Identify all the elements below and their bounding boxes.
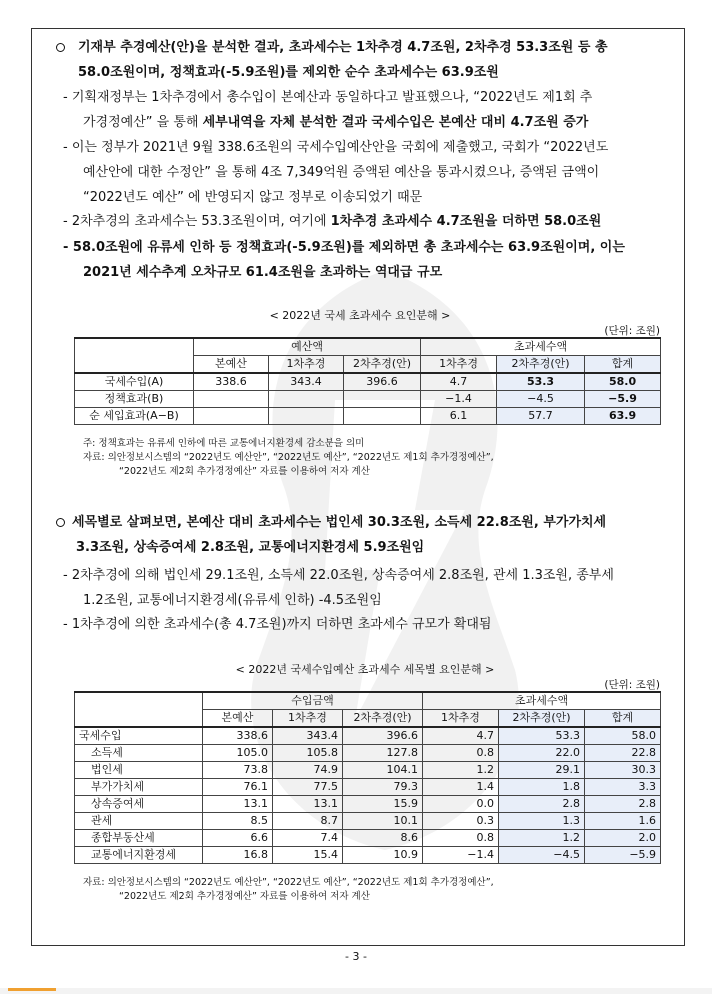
section2-bullet2 xyxy=(63,612,683,637)
table1-cell: 58.0 xyxy=(585,373,661,391)
table1-cell xyxy=(344,408,421,425)
section1-bullet4-line: 2021년 세수추계 오차규모 61.4조원을 초과하는 역대급 규모 xyxy=(83,265,443,280)
table1-group-header: 초과세수액 xyxy=(421,338,661,356)
table1-cell: 57.7 xyxy=(497,408,585,425)
table1-cell: 6.1 xyxy=(421,408,497,425)
table2-cell: 127.8 xyxy=(343,745,423,762)
section1-bullet3-text: - 2차추경의 초과세수는 53.3조원이며, 여기에 xyxy=(63,214,331,229)
table2-cell: −5.9 xyxy=(585,847,661,864)
table2-cell: 1.2 xyxy=(499,830,585,847)
table1-cell: 396.6 xyxy=(344,373,421,391)
section1-bullet1-line1: - 기획재정부는 1차추경에서 총수입이 본예산과 동일하다고 발표했으나, “2022년도 제1회 추 xyxy=(63,90,593,105)
table2-cell: 0.8 xyxy=(423,745,499,762)
section2-bullet1 xyxy=(63,563,683,613)
table2-cell: 13.1 xyxy=(203,796,273,813)
table2-caption: < 2022년 국세수입예산 초과세수 세목별 요인분해 > xyxy=(235,663,495,676)
bottom-bar xyxy=(0,988,712,994)
table1-row-label: 순 세입효과(A−B) xyxy=(75,408,194,425)
table2-cell: 105.0 xyxy=(203,745,273,762)
table2-cell: 1.2 xyxy=(423,762,499,779)
table1 xyxy=(74,337,661,425)
table2-cell: 15.9 xyxy=(343,796,423,813)
table1-cell xyxy=(269,408,344,425)
table2-cell: 53.3 xyxy=(499,727,585,745)
table1-sub-header: 합계 xyxy=(585,356,661,374)
table2-cell: 58.0 xyxy=(585,727,661,745)
section1-bullet4 xyxy=(63,235,683,285)
table2-row-label: 교통에너지환경세 xyxy=(75,847,203,864)
table2-cell: 396.6 xyxy=(343,727,423,745)
table2-cell: 7.4 xyxy=(273,830,343,847)
table2-unit: (단위: 조원) xyxy=(604,679,660,691)
section1-bullet2-line: - 이는 정부가 2021년 9월 338.6조원의 국세수입예산안을 국회에 제출했고, 국회가 “2022년도 xyxy=(63,140,609,155)
table1-cell: 53.3 xyxy=(497,373,585,391)
section1-bullet2-line: 예산안에 대한 수정안” 을 통해 4조 7,349억원 증액된 예산을 통과시켰으나, 증액된 금액이 xyxy=(83,165,600,180)
table1-sub-header: 본예산 xyxy=(194,356,269,374)
section1-bullet4-line: - 58.0조원에 유류세 인하 등 정책효과(-5.9조원)를 제외하면 총 초과세수는 63.9조원이며, 이는 xyxy=(63,240,625,255)
table2-cell: 105.8 xyxy=(273,745,343,762)
table2-row-label: 부가가치세 xyxy=(75,779,203,796)
section2-bullet1-line: - 2차추경에 의해 법인세 29.1조원, 소득세 22.0조원, 상속증여세 2.8조원, 관세 1.3조원, 종부세 xyxy=(63,568,614,583)
table2-cell: 1.4 xyxy=(423,779,499,796)
table1-corner xyxy=(75,338,194,373)
table2-sub-header: 2차추경(안) xyxy=(499,710,585,728)
table2-row-label: 관세 xyxy=(75,813,203,830)
table1-row-label: 정책효과(B) xyxy=(75,391,194,408)
table1-sub-header: 2차추경(안) xyxy=(344,356,421,374)
table2 xyxy=(74,691,661,864)
table2-cell: 2.8 xyxy=(585,796,661,813)
table2-cell: 30.3 xyxy=(585,762,661,779)
table2-cell: 73.8 xyxy=(203,762,273,779)
table1-cell: 343.4 xyxy=(269,373,344,391)
section1-heading xyxy=(78,35,698,85)
table2-cell: 22.8 xyxy=(585,745,661,762)
section2-heading-line: 3.3조원, 상속증여세 2.8조원, 교통에너지환경세 5.9조원임 xyxy=(76,540,425,555)
table2-cell: 79.3 xyxy=(343,779,423,796)
table1-cell: −1.4 xyxy=(421,391,497,408)
table1-cell: 63.9 xyxy=(585,408,661,425)
section2-heading-line: 세목별로 살펴보면, 본예산 대비 초과세수는 법인세 30.3조원, 소득세 22.8조원, 부가가치세 xyxy=(72,515,607,530)
section1-bullet2 xyxy=(63,135,683,210)
section1-bullet-circle xyxy=(56,43,65,52)
table2-cell: 1.3 xyxy=(499,813,585,830)
table2-cell: 22.0 xyxy=(499,745,585,762)
table1-cell: −4.5 xyxy=(497,391,585,408)
section2-bullet1-line: 1.2조원, 교통에너지환경세(유류세 인하) -4.5조원임 xyxy=(83,593,382,608)
table2-cell: 4.7 xyxy=(423,727,499,745)
table1-unit: (단위: 조원) xyxy=(604,325,660,337)
table2-cell: 10.1 xyxy=(343,813,423,830)
section2-bullet2-line: - 1차추경에 의한 초과세수(총 4.7조원)까지 더하면 초과세수 규모가 확대됨 xyxy=(63,617,492,632)
table2-sub-header: 1차추경 xyxy=(273,710,343,728)
page-number: - 3 - xyxy=(345,950,367,963)
table2-sub-header: 합계 xyxy=(585,710,661,728)
table2-cell: 15.4 xyxy=(273,847,343,864)
table2-row-label: 국세수입 xyxy=(75,727,203,745)
table2-cell: 0.3 xyxy=(423,813,499,830)
table2-cell: 10.9 xyxy=(343,847,423,864)
table2-cell: −1.4 xyxy=(423,847,499,864)
section1-bullet1-emphasis: 세부내역을 자체 분석한 결과 국세수입은 본예산 대비 4.7조원 증가 xyxy=(202,115,589,130)
table1-cell xyxy=(194,408,269,425)
section1-bullet3-emphasis: 1차추경 초과세수 4.7조원을 더하면 58.0조원 xyxy=(330,214,602,229)
table2-cell: 74.9 xyxy=(273,762,343,779)
table1-sub-header: 2차추경(안) xyxy=(497,356,585,374)
table2-cell: 77.5 xyxy=(273,779,343,796)
table2-group-header: 수입금액 xyxy=(203,692,423,710)
table1-note: 자료: 의안정보시스템의 “2022년도 예산안”, “2022년도 예산”, “2022년도 제1회 추가경정예산”, xyxy=(83,452,494,463)
table1-caption: < 2022년 국세 초과세수 요인분해 > xyxy=(269,309,451,322)
table1-note: “2022년도 제2회 추가경정예산” 자료를 이용하여 저자 계산 xyxy=(119,466,370,477)
table2-row-label: 종합부동산세 xyxy=(75,830,203,847)
table2-note: “2022년도 제2회 추가경정예산” 자료를 이용하여 저자 계산 xyxy=(119,891,370,902)
table2-cell: 2.8 xyxy=(499,796,585,813)
table1-cell: 338.6 xyxy=(194,373,269,391)
table2-cell: 338.6 xyxy=(203,727,273,745)
section1-bullet1-text: 가경정예산” 을 통해 xyxy=(83,115,203,130)
table1-note: 주: 정책효과는 유류세 인하에 따른 교통에너지환경세 감소분을 의미 xyxy=(83,438,365,449)
table2-cell: 8.5 xyxy=(203,813,273,830)
section1-heading-line: 기재부 추경예산(안)을 분석한 결과, 초과세수는 1차추경 4.7조원, 2차추경 53.3조원 등 총 xyxy=(78,40,608,55)
table2-row-label: 법인세 xyxy=(75,762,203,779)
table2-cell: 3.3 xyxy=(585,779,661,796)
table2-row-label: 상속증여세 xyxy=(75,796,203,813)
table2-sub-header: 1차추경 xyxy=(423,710,499,728)
table1-cell xyxy=(194,391,269,408)
table2-row-label: 소득세 xyxy=(75,745,203,762)
table1-sub-header: 1차추경 xyxy=(421,356,497,374)
table2-cell: 104.1 xyxy=(343,762,423,779)
table2-cell: 1.6 xyxy=(585,813,661,830)
table2-sub-header: 본예산 xyxy=(203,710,273,728)
section1-bullet1 xyxy=(63,85,683,135)
table1-group-header: 예산액 xyxy=(194,338,421,356)
table2-cell: 343.4 xyxy=(273,727,343,745)
table1-cell xyxy=(269,391,344,408)
table2-sub-header: 2차추경(안) xyxy=(343,710,423,728)
table2-cell: 1.8 xyxy=(499,779,585,796)
table2-cell: 2.0 xyxy=(585,830,661,847)
table1-row-label: 국세수입(A) xyxy=(75,373,194,391)
section1-bullet2-line: “2022년도 예산” 에 반영되지 않고 정부로 이송되었기 때문 xyxy=(83,190,423,205)
section1-bullet3 xyxy=(63,209,683,234)
section1-bullet1-line2 xyxy=(63,110,683,135)
table1-sub-header: 1차추경 xyxy=(269,356,344,374)
table2-cell: 8.7 xyxy=(273,813,343,830)
table2-cell: 0.0 xyxy=(423,796,499,813)
table2-group-header: 초과세수액 xyxy=(423,692,661,710)
bottom-accent xyxy=(8,988,56,991)
table1-cell: 4.7 xyxy=(421,373,497,391)
table2-cell: 8.6 xyxy=(343,830,423,847)
table2-cell: 0.8 xyxy=(423,830,499,847)
section1-heading-line: 58.0조원이며, 정책효과(-5.9조원)를 제외한 순수 초과세수는 63.9조원 xyxy=(78,65,499,80)
table2-cell: 13.1 xyxy=(273,796,343,813)
table2-cell: 76.1 xyxy=(203,779,273,796)
section2-bullet-circle xyxy=(56,518,65,527)
table2-cell: 6.6 xyxy=(203,830,273,847)
table1-cell: −5.9 xyxy=(585,391,661,408)
table2-notes xyxy=(83,876,683,904)
table2-cell: 16.8 xyxy=(203,847,273,864)
table2-corner xyxy=(75,692,203,727)
table2-note: 자료: 의안정보시스템의 “2022년도 예산안”, “2022년도 예산”, “2022년도 제1회 추가경정예산”, xyxy=(83,877,494,888)
table2-cell: −4.5 xyxy=(499,847,585,864)
table1-cell xyxy=(344,391,421,408)
section2-heading xyxy=(72,510,692,560)
table1-notes xyxy=(83,437,683,479)
table2-cell: 29.1 xyxy=(499,762,585,779)
